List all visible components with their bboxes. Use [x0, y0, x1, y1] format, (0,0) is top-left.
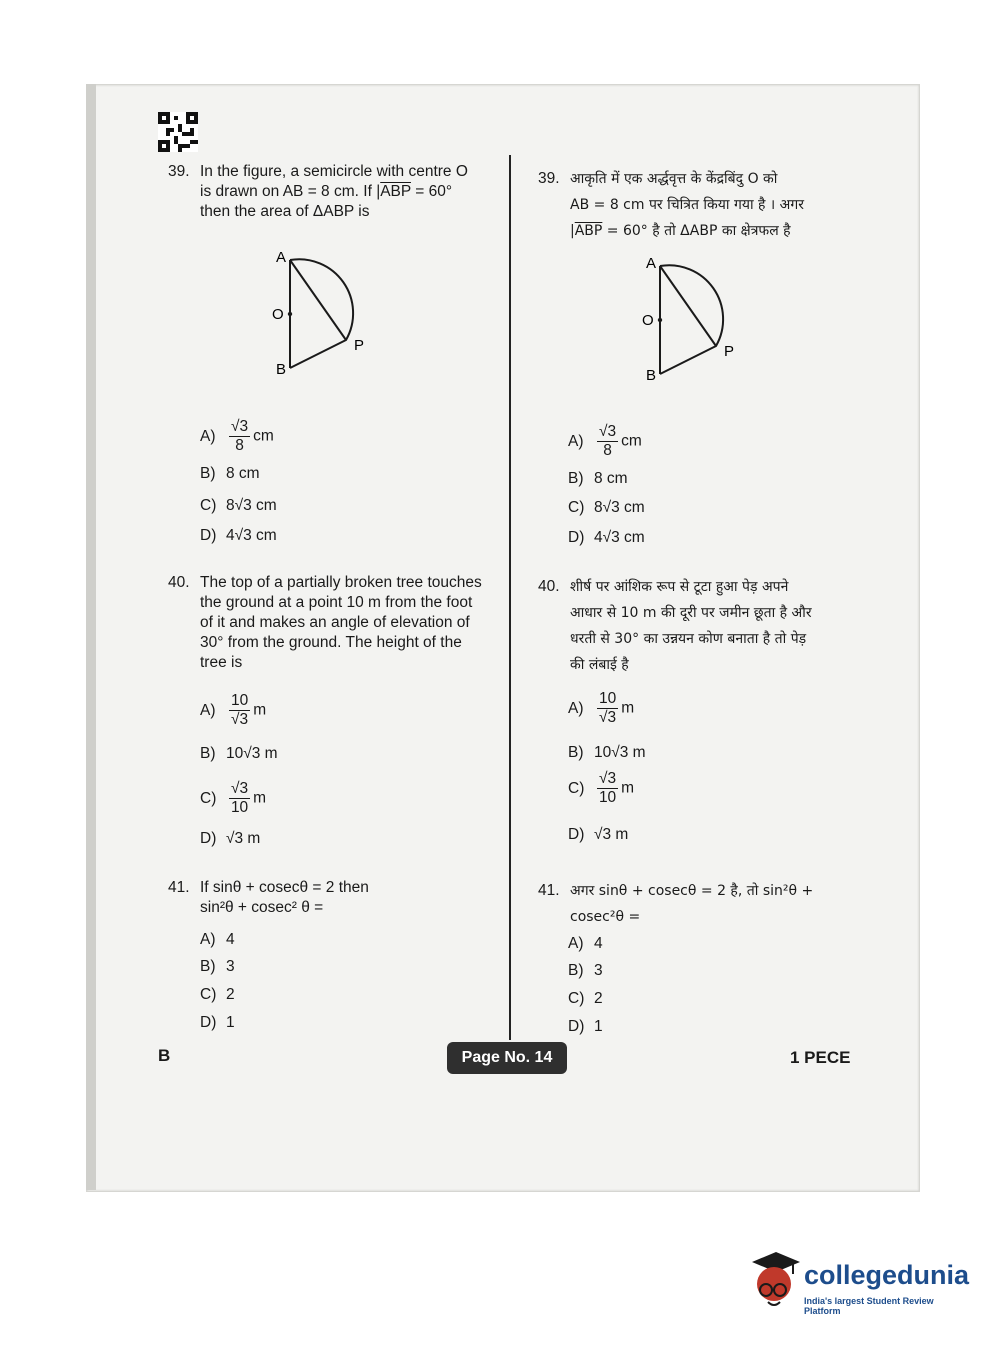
question-number: 40. [168, 574, 190, 591]
question-number: 41. [168, 879, 190, 896]
option-40b-en[interactable]: B) 10√3 m [200, 745, 278, 762]
option-41b-en[interactable]: B) 3 [200, 958, 235, 975]
question-39-hi [538, 166, 878, 242]
center-o-label: O [642, 312, 654, 329]
question-number: 40. [538, 578, 560, 595]
question-40-en [168, 573, 503, 677]
question-text: If sinθ + cosecθ = 2 then sin²θ + cosec² θ = [200, 879, 369, 916]
vertex-b-label: B [276, 361, 287, 378]
set-code: B [158, 1046, 171, 1065]
option-39c-hi[interactable]: C) 8√3 cm [568, 499, 645, 516]
option-39d-en[interactable]: D) 4√3 cm [200, 527, 277, 544]
scan-edge [86, 84, 96, 1190]
paper-code: 1 PECE [790, 1048, 851, 1067]
question-text: अगर sinθ + cosecθ = 2 है, तो sin²θ + cosec²θ = [570, 883, 814, 925]
question-number: 41. [538, 882, 560, 899]
option-40d-hi[interactable]: D) √3 m [568, 826, 629, 843]
option-39d-hi[interactable]: D) 4√3 cm [568, 529, 645, 546]
brand-tagline: India's largest Student Review Platform [804, 1296, 934, 1316]
column-divider [509, 155, 511, 1040]
option-40a-hi[interactable]: A) $\frac{10}{√3}$ m [568, 690, 635, 726]
option-41d-en[interactable]: D) 1 [200, 1014, 235, 1031]
option-40d-en[interactable]: D) √3 m [200, 830, 261, 847]
option-41a-en[interactable]: A) 4 [200, 931, 235, 948]
option-40c-hi[interactable]: C) $\frac{√3}{10}$ m [568, 770, 635, 806]
option-40c-en[interactable]: C) $\frac{√3}{10}$ m [200, 780, 267, 816]
question-text: शीर्ष पर आंशिक रूप से टूटा हुआ पेड़ अपने आधार से 10 m की दूरी पर जमीन छूता है और धरती से 30° का उन्नयन कोण बनाता है तो पेड़ की लंबाई है [570, 579, 812, 673]
vertex-a-label: A [646, 255, 657, 272]
option-40b-hi[interactable]: B) 10√3 m [568, 744, 646, 761]
option-39c-en[interactable]: C) 8√3 cm [200, 497, 277, 514]
brand-name: collegedunia [804, 1260, 970, 1290]
option-40a-en[interactable]: A) $\frac{10}{√3}$ m [200, 692, 267, 728]
option-41d-hi[interactable]: D) 1 [568, 1018, 603, 1035]
question-39-en [168, 162, 498, 232]
option-41c-hi[interactable]: C) 2 [568, 990, 603, 1007]
collegedunia-logo [746, 1250, 968, 1320]
option-39a-en[interactable]: A) $\frac{√3}{8}$ cm [200, 418, 274, 454]
center-o-label: O [272, 306, 284, 323]
point-p-label: P [724, 343, 735, 360]
mascot-icon [746, 1250, 802, 1314]
option-41b-hi[interactable]: B) 3 [568, 962, 603, 979]
page-number-badge: Page No. 14 [447, 1042, 567, 1074]
question-text: In the figure, a semicircle with centre O is drawn on AB = 8 cm. If $|\overline{ABP} = 60^\circ$ then the area of ΔABP is [200, 163, 468, 220]
option-41c-en[interactable]: C) 2 [200, 986, 235, 1003]
option-39a-hi[interactable]: A) $\frac{√3}{8}$ cm [568, 423, 642, 459]
question-text: आकृति में एक अर्द्धवृत्त के केंद्रबिंदु O को AB = 8 cm पर चित्रित किया गया है । अगर $|\overline{ABP} = 60^\circ$ है तो ΔABP का क्षेत्रफल है [570, 171, 804, 239]
qr-code [158, 112, 198, 152]
point-p-label: P [354, 337, 365, 354]
question-41-hi [538, 878, 883, 932]
option-39b-hi[interactable]: B) 8 cm [568, 470, 628, 487]
option-39b-en[interactable]: B) 8 cm [200, 465, 260, 482]
question-text: The top of a partially broken tree touches the ground at a point 10 m from the foot of it and makes an angle of elevation of 30° from the ground. The height of the tree is [200, 574, 482, 671]
question-41-en [168, 878, 498, 922]
question-40-hi [538, 574, 883, 678]
question-number: 39. [538, 170, 560, 187]
question-number: 39. [168, 163, 190, 180]
option-41a-hi[interactable]: A) 4 [568, 935, 603, 952]
semicircle-figure-hi [638, 252, 748, 386]
semicircle-figure-en [268, 246, 378, 380]
vertex-a-label: A [276, 249, 287, 266]
vertex-b-label: B [646, 367, 657, 384]
